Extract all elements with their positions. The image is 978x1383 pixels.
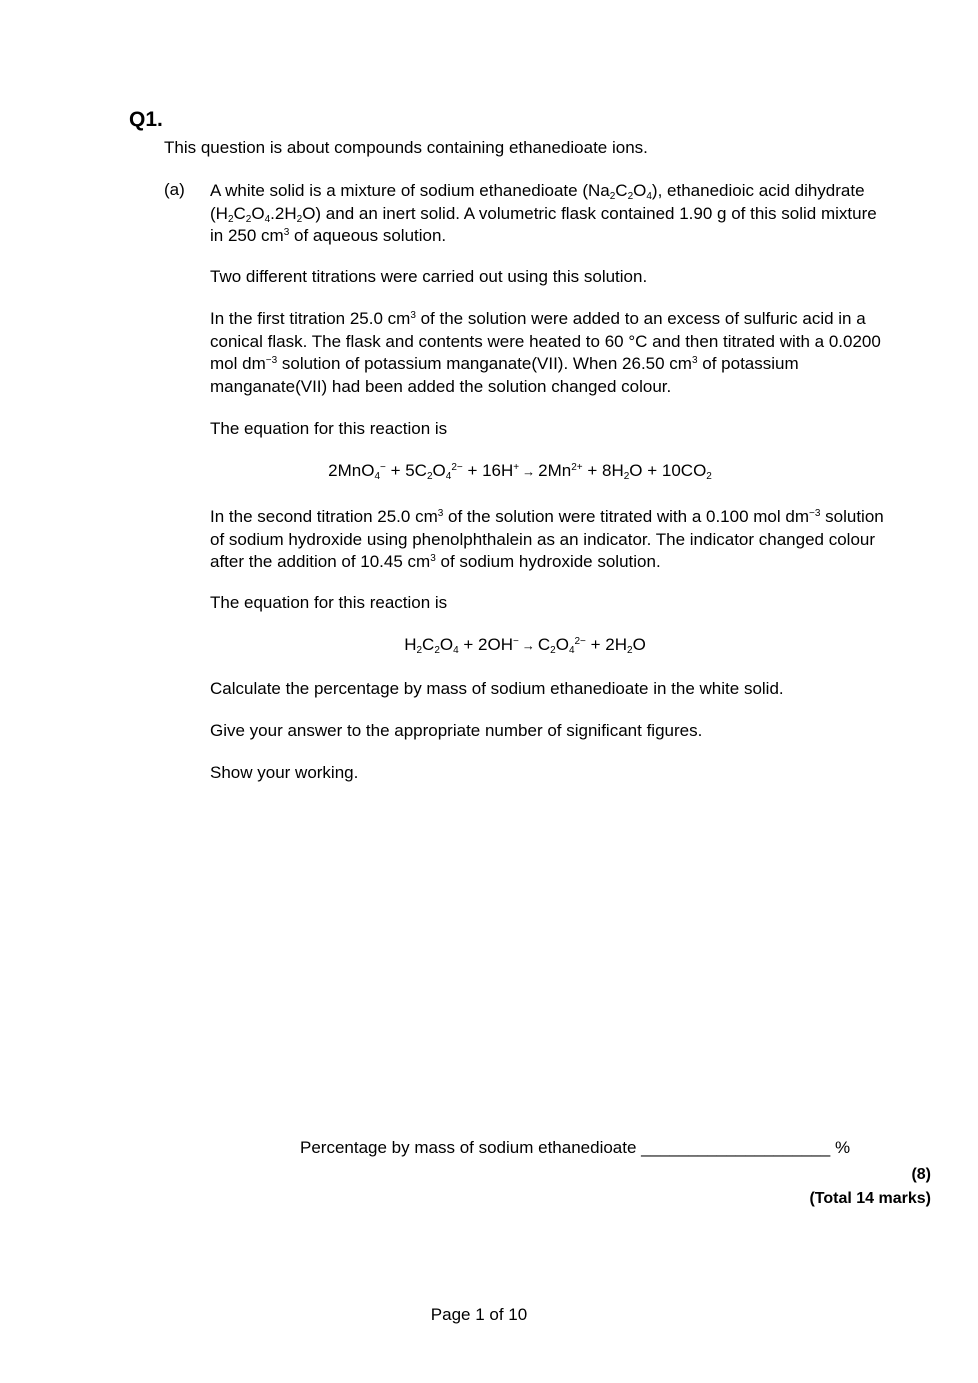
paragraph-equation-intro-1: The equation for this reaction is bbox=[210, 419, 448, 438]
paragraph-second-titration: In the second titration 25.0 $cm^3$ of the solution were titrated with a 0.100 mol $dm^{-3}$ solution of sodium hydroxide using phenolphthalein as an indicator. The indicator changed colour after the addition of 10.45 $cm^3$ of sodium hydroxide solution. bbox=[210, 507, 884, 571]
answer-unit: % bbox=[835, 1138, 851, 1157]
question-number: Q1. bbox=[129, 108, 163, 131]
reaction-arrow-icon: → bbox=[521, 638, 535, 653]
instruction-sig-figs: Give your answer to the appropriate number of significant figures. bbox=[210, 721, 703, 740]
part-marks: (8) bbox=[911, 1166, 931, 1183]
instruction-show-working: Show your working. bbox=[210, 763, 359, 782]
equation-manganate: $2MnO_4^- + 5C_2O_4^{2-} + 16H^+ \to 2Mn^{2+} + 8H_2O + 10CO_2$ bbox=[328, 461, 712, 482]
equation-hydroxide: $H_2C_2O_4 + 2OH^- \to C_2O_4^{2-} + 2H_2O$ bbox=[404, 635, 646, 656]
total-marks: (Total 14 marks) bbox=[809, 1190, 931, 1207]
answer-blank[interactable]: ____________________ bbox=[641, 1138, 831, 1157]
question-intro: This question is about compounds containing ethanedioate ions. bbox=[164, 138, 648, 157]
answer-line[interactable] bbox=[300, 1138, 850, 1158]
paragraph-first-titration: In the first titration 25.0 $cm^3$ of the solution were added to an excess of sulfuric acid in a conical flask. The flask and contents were heated to 60 °C and then titrated with a 0.0200 mol $dm^{-3}$ solution of potassium manganate(VII). When 26.50 $cm^3$ of potassium manganate(VII) had been added the solution changed colour. bbox=[210, 309, 881, 396]
instruction-calculate: Calculate the percentage by mass of sodium ethanedioate in the white solid. bbox=[210, 679, 784, 698]
paragraph-equation-intro-2: The equation for this reaction is bbox=[210, 593, 448, 612]
page-footer: Page 1 of 10 bbox=[430, 1305, 528, 1324]
reaction-arrow-icon: → bbox=[522, 464, 536, 479]
part-label: (a) bbox=[164, 180, 185, 199]
answer-label: Percentage by mass of sodium ethanedioate bbox=[300, 1138, 637, 1157]
paragraph-mixture-description: A white solid is a mixture of sodium ethanedioate $(Na_2C_2O_4)$, ethanedioic acid dihydrate $(H_2C_2O_4.2H_2O)$ and an inert solid. A volumetric flask contained 1.90 g of this solid mixture in 250 $cm^3$ of aqueous solution. bbox=[210, 181, 877, 245]
paragraph-titrations-intro: Two different titrations were carried out using this solution. bbox=[210, 267, 648, 286]
